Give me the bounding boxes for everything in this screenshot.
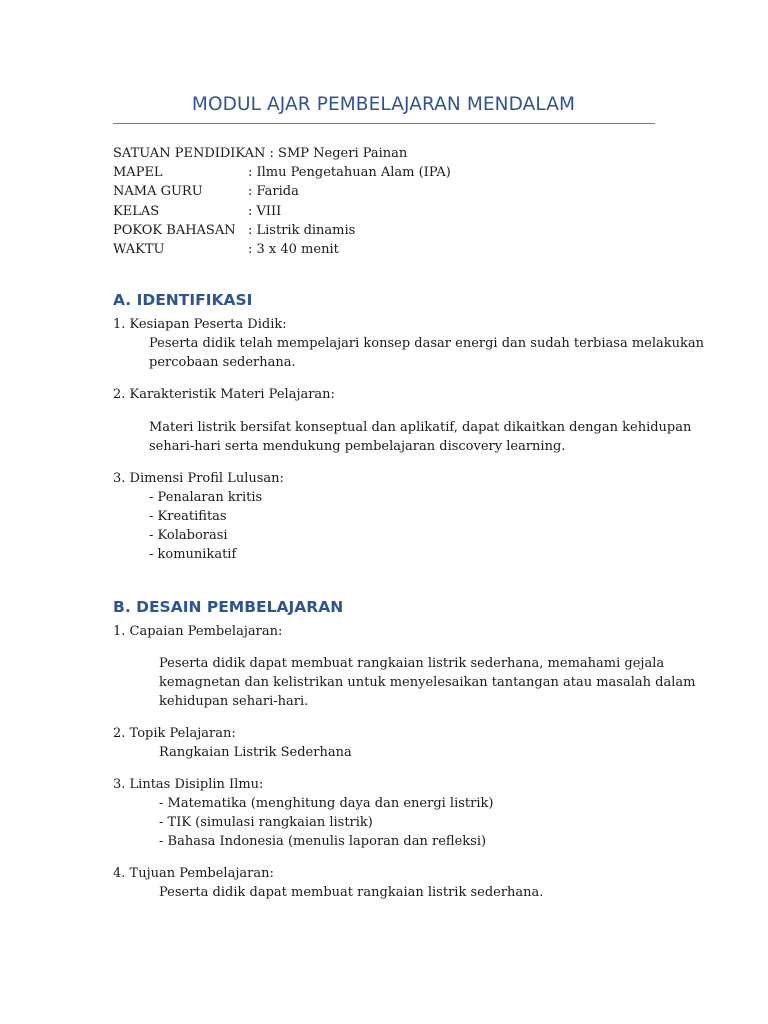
info-label: KELAS xyxy=(113,203,160,219)
profile-list-item: - komunikatif xyxy=(149,547,237,562)
section-a-item1-line2: percobaan sederhana. xyxy=(149,355,296,370)
section-b-item1-title: 1. Capaian Pembelajaran: xyxy=(113,624,283,639)
info-value: : Ilmu Pengetahuan Alam (IPA) xyxy=(248,165,451,181)
info-value: : Farida xyxy=(248,184,299,200)
section-a-heading: A. IDENTIFIKASI xyxy=(113,291,253,309)
info-row-kelas xyxy=(113,202,451,221)
info-row-mapel xyxy=(113,163,451,182)
section-b-item1-line2: kemagnetan dan kelistrikan untuk menyelesaikan tantangan atau masalah dalam xyxy=(159,675,696,690)
section-a-item3-title: 3. Dimensi Profil Lulusan: xyxy=(113,471,284,486)
info-value: : Listrik dinamis xyxy=(248,222,356,238)
section-b-item2-title: 2. Topik Pelajaran: xyxy=(113,726,236,741)
section-a-item1-title: 1. Kesiapan Peserta Didik: xyxy=(113,317,287,332)
section-b-item1-line1: Peserta didik dapat membuat rangkaian listrik sederhana, memahami gejala xyxy=(159,656,665,671)
title-underline xyxy=(113,123,655,124)
identity-table xyxy=(113,144,451,259)
section-a-item2-line2: sehari-hari serta mendukung pembelajaran discovery learning. xyxy=(149,439,566,454)
section-b-item2-text: Rangkaian Listrik Sederhana xyxy=(159,745,352,760)
section-a-item2-title: 2. Karakteristik Materi Pelajaran: xyxy=(113,387,335,402)
section-b-item1-line3: kehidupan sehari-hari. xyxy=(159,694,309,709)
profile-list-item: - Kolaborasi xyxy=(149,528,228,543)
info-label: SATUAN PENDIDIKAN xyxy=(113,146,266,161)
info-row-waktu xyxy=(113,240,451,259)
info-value: : VIII xyxy=(248,203,282,219)
info-row-satuan xyxy=(113,144,451,163)
section-b-heading: B. DESAIN PEMBELAJARAN xyxy=(113,598,344,616)
info-value: : SMP Negeri Painan xyxy=(269,146,408,161)
info-label: WAKTU xyxy=(113,242,165,258)
info-label: NAMA GURU xyxy=(113,184,203,200)
info-row-pokok xyxy=(113,221,451,240)
info-label: MAPEL xyxy=(113,165,163,181)
profile-list-item: - Penalaran kritis xyxy=(149,490,263,505)
info-row-guru xyxy=(113,182,451,201)
profile-list-item: - Kreatifitas xyxy=(149,509,227,524)
discipline-list-item: - TIK (simulasi rangkaian listrik) xyxy=(159,815,373,830)
discipline-list-item: - Matematika (menghitung daya dan energi listrik) xyxy=(159,796,494,811)
document-title: MODUL AJAR PEMBELAJARAN MENDALAM xyxy=(191,94,576,115)
section-b-item4-text: Peserta didik dapat membuat rangkaian listrik sederhana. xyxy=(159,885,544,900)
info-label: POKOK BAHASAN xyxy=(113,222,236,238)
discipline-list-item: - Bahasa Indonesia (menulis laporan dan refleksi) xyxy=(159,834,487,849)
section-a-item2-line1: Materi listrik bersifat konseptual dan aplikatif, dapat dikaitkan dengan kehidupan xyxy=(149,420,692,435)
section-b-item3-title: 3. Lintas Disiplin Ilmu: xyxy=(113,777,264,792)
section-b-item4-title: 4. Tujuan Pembelajaran: xyxy=(113,866,274,881)
info-value: : 3 x 40 menit xyxy=(248,242,339,258)
section-a-item1-line1: Peserta didik telah mempelajari konsep dasar energi dan sudah terbiasa melakukan xyxy=(149,336,705,351)
